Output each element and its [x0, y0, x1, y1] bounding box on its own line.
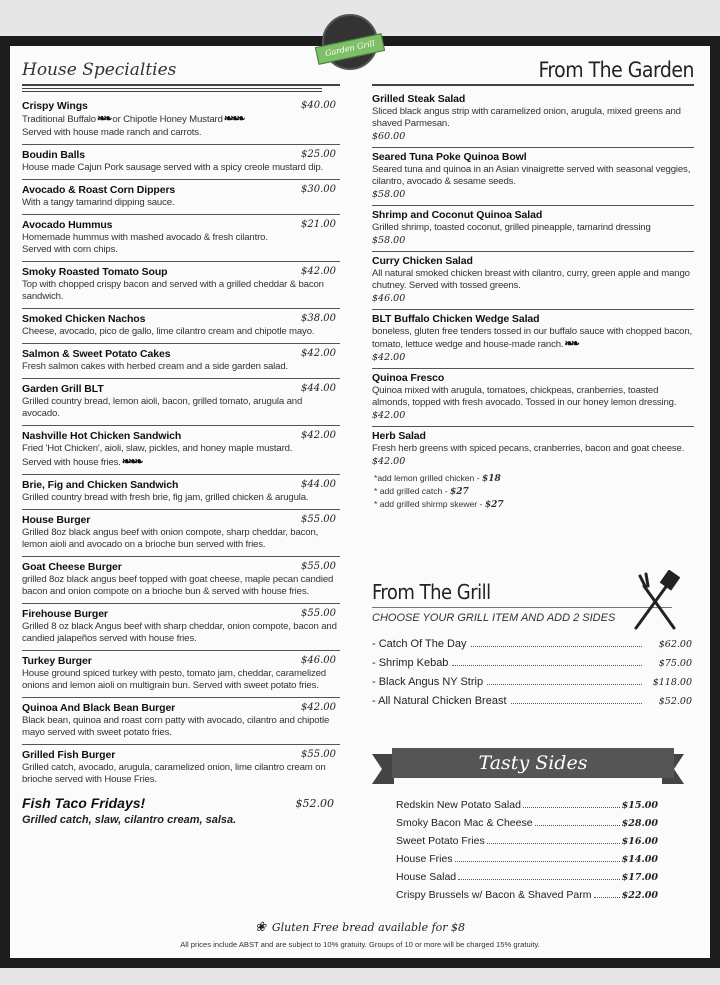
desc-text: Homemade hummus with mashed avocado & fresh cilantro. Served with corn chips. [22, 232, 268, 255]
item-name: BLT Buffalo Chicken Wedge Salad [372, 313, 540, 325]
side-item-price: $22.00 [621, 890, 658, 901]
side-item-price: $15.00 [621, 800, 658, 811]
item-name: Crispy Wings [22, 100, 88, 112]
addon-price: $27 [449, 487, 469, 497]
title-double-rule [22, 88, 322, 92]
menu-footer [0, 920, 720, 949]
dot-leader [452, 665, 642, 666]
side-item-label: Smoky Bacon Mac & Cheese [396, 817, 533, 829]
specialty-item [22, 698, 340, 745]
item-name: Quinoa Fresco [372, 372, 445, 384]
garden-list [372, 90, 694, 472]
item-name: Grilled Steak Salad [372, 93, 466, 105]
item-name: Firehouse Burger [22, 608, 108, 620]
desc-text: Grilled country bread, lemon aioli, bacon, grilled tomato, arugula and avocado. [22, 396, 303, 419]
specialty-item [22, 651, 340, 698]
specialty-item [22, 745, 340, 791]
item-description-2 [22, 456, 340, 469]
item-name: Avocado & Roast Corn Dippers [22, 184, 176, 196]
dot-leader [458, 879, 620, 880]
side-item [396, 871, 658, 889]
from-the-garden-title: From The Garden [538, 58, 694, 82]
desc-text: Grilled 8oz black angus beef with onion compote, sharp cheddar, bacon, lemon aioli and avocado on a brioche bun served with fries. [22, 527, 319, 550]
garden-item [372, 90, 694, 148]
dot-leader [455, 861, 620, 862]
desc-text: Quinoa mixed with arugula, tomatoes, chickpeas, cranberries, toasted almonds, topped with fresh avocado. Tossed in our honey lemon dressing. [372, 385, 677, 408]
desc-text: Black bean, quinoa and roast corn patty with avocado, cilantro and chipotle mayo served with sweet potato fries. [22, 715, 330, 738]
desc-text: Fried 'Hot Chicken', aioli, slaw, pickles, and honey maple mustard. [22, 443, 293, 454]
desc-text: Grilled country bread with fresh brie, fig jam, grilled chicken & arugula. [22, 492, 309, 503]
house-specialties-section [22, 58, 340, 826]
pepper-icon: ❧❧❧ [223, 113, 243, 125]
fish-taco-desc: Grilled catch, slaw, cilantro cream, salsa. [22, 814, 237, 826]
item-price: $42.00 [372, 352, 406, 363]
garden-item [372, 206, 694, 252]
item-price: $44.00 [301, 479, 336, 490]
item-name: Brie, Fig and Chicken Sandwich [22, 479, 179, 491]
specialty-item [22, 379, 340, 426]
item-description [372, 106, 694, 130]
desc-text: Grilled catch, avocado, arugula, caramelized onion, lime cilantro cream on brioche served with House Fries. [22, 762, 326, 785]
specialty-item [22, 145, 340, 180]
from-the-grill-section [372, 580, 692, 714]
desc-part: Traditional Buffalo [22, 114, 96, 125]
item-price: $58.00 [372, 235, 406, 246]
item-description [372, 268, 694, 292]
item-description [372, 222, 694, 234]
item-price: $55.00 [301, 749, 336, 760]
dot-leader [471, 646, 642, 647]
specialty-item [22, 510, 340, 557]
desc-text: Seared tuna and quinoa in an Asian vinaigrette served with seasonal veggies, cilantro, avocado & sesame seeds. [372, 164, 691, 187]
title-rule [22, 84, 340, 86]
desc-text: boneless, gluten free tenders tossed in our buffalo sauce with chopped bacon, tomato, lettuce wedge and house-made ranch. [372, 326, 693, 350]
item-description [22, 621, 340, 645]
item-description [22, 574, 340, 598]
banner-tail-left [372, 754, 394, 784]
item-description [22, 668, 340, 692]
item-description [22, 326, 340, 338]
specialty-item [22, 475, 340, 510]
grill-item-price: $118.00 [652, 677, 692, 688]
item-price: $38.00 [301, 313, 336, 324]
grill-item-price: $52.00 [658, 696, 692, 707]
item-price: $46.00 [372, 293, 406, 304]
gluten-free-text: Gluten Free bread available for $8 [271, 921, 466, 934]
addon-label: * add grilled catch - [374, 486, 448, 496]
desc-text: Served with house made ranch and carrots. [22, 127, 202, 138]
dot-leader [523, 807, 620, 808]
desc-text: Grilled 8 oz black Angus beef with sharp cheddar, onion compote, bacon and candied jalapeños served with house fries. [22, 621, 337, 644]
grill-tools-icon [630, 570, 680, 630]
item-description [372, 443, 694, 455]
item-price: $46.00 [301, 655, 336, 666]
specialty-item [22, 215, 340, 262]
item-description [22, 492, 340, 504]
addon-line [372, 472, 694, 485]
grill-item-price: $75.00 [658, 658, 692, 669]
item-description [22, 279, 340, 303]
gratuity-fine-print: All prices include ABST and are subject to 10% gratuity. Groups of 10 or more will be charged 15% gratuity. [180, 940, 540, 949]
side-item-label: House Fries [396, 853, 453, 865]
dot-leader [511, 703, 643, 704]
dot-leader [487, 843, 620, 844]
from-the-garden-section [372, 58, 694, 511]
side-item-label: Crispy Brussels w/ Bacon & Shaved Parm [396, 889, 592, 901]
desc-text: With a tangy tamarind dipping sauce. [22, 197, 175, 208]
garden-item [372, 148, 694, 206]
item-description [372, 385, 694, 409]
item-price: $42.00 [301, 266, 336, 277]
side-item-price: $17.00 [621, 872, 658, 883]
item-name: Garden Grill BLT [22, 383, 104, 395]
item-name: Smoked Chicken Nachos [22, 313, 146, 325]
side-item-label: House Salad [396, 871, 457, 883]
addon-line [372, 498, 694, 511]
specialty-item [22, 604, 340, 651]
addon-price: $18 [481, 474, 501, 484]
desc-text: Fresh herb greens with spiced pecans, cranberries, bacon and goat cheese. [372, 443, 685, 454]
item-description [22, 197, 340, 209]
grill-item-label: - All Natural Chicken Breast [372, 695, 507, 707]
item-description [22, 762, 340, 786]
side-item-price: $28.00 [621, 818, 658, 829]
garden-item [372, 252, 694, 310]
desc-text: Sliced black angus strip with caramelized onion, arugula, mixed greens and shaved Parmesan. [372, 106, 681, 129]
addon-line [372, 485, 694, 498]
grill-item-label: - Catch Of The Day [372, 638, 467, 650]
from-the-grill-subtitle: CHOOSE YOUR GRILL ITEM AND ADD 2 SIDES [372, 607, 672, 624]
grill-items-list [372, 638, 692, 714]
fish-taco-price: $52.00 [295, 797, 334, 810]
item-name: Herb Salad [372, 430, 426, 442]
side-item [396, 889, 658, 907]
sides-list [396, 799, 658, 907]
specialty-item [22, 180, 340, 215]
side-item-price: $16.00 [621, 836, 658, 847]
dot-leader [594, 897, 620, 898]
item-price: $25.00 [301, 149, 336, 160]
item-name: House Burger [22, 514, 91, 526]
item-description [22, 361, 340, 373]
specialty-item [22, 426, 340, 475]
item-name: Smoky Roasted Tomato Soup [22, 266, 168, 278]
specialty-item [22, 344, 340, 379]
item-description [22, 527, 340, 551]
house-specialties-title: House Specialties [22, 60, 177, 80]
item-price: $55.00 [301, 561, 336, 572]
item-description [22, 162, 340, 174]
garden-item [372, 427, 694, 472]
fish-taco-fridays [22, 795, 340, 826]
item-price: $42.00 [301, 430, 336, 441]
side-item [396, 799, 658, 817]
specialties-list [22, 96, 340, 791]
grill-item [372, 676, 692, 695]
grill-item [372, 657, 692, 676]
specialty-item [22, 309, 340, 344]
pepper-icon: ❧❧❧ [121, 456, 141, 468]
dot-leader [487, 684, 642, 685]
desc-text: All natural smoked chicken breast with cilantro, curry, green apple and mango chutney. Served with tossed greens. [372, 268, 690, 291]
wheat-icon: ❀ [254, 920, 266, 935]
item-description [372, 326, 694, 351]
item-name: Shrimp and Coconut Quinoa Salad [372, 209, 543, 221]
item-price: $42.00 [301, 702, 336, 713]
specialty-item [22, 262, 340, 309]
garden-title-rule [372, 84, 694, 86]
item-description [22, 113, 340, 126]
item-price: $60.00 [372, 131, 406, 142]
item-price: $40.00 [301, 100, 336, 111]
item-description [22, 232, 340, 256]
fish-taco-name: Fish Taco Fridays! [22, 795, 146, 811]
desc-part: or Chipotle Honey Mustard [112, 114, 223, 125]
desc-text: House ground spiced turkey with pesto, tomato jam, cheddar, caramelized onions and lemon aioli on multigrain bun. Served with sweet potato fries. [22, 668, 326, 691]
tasty-sides-banner [372, 748, 684, 784]
item-price: $42.00 [372, 410, 406, 421]
grill-item-label: - Shrimp Kebab [372, 657, 449, 669]
grill-item-price: $62.00 [658, 639, 692, 650]
desc-text: House made Cajun Pork sausage served with a spicy creole mustard dip. [22, 162, 324, 173]
item-name: Seared Tuna Poke Quinoa Bowl [372, 151, 527, 163]
item-price: $42.00 [301, 348, 336, 359]
side-item [396, 835, 658, 853]
desc-text: Served with house fries. [22, 457, 121, 468]
addon-price: $27 [484, 500, 504, 510]
item-name: Goat Cheese Burger [22, 561, 122, 573]
gluten-free-note [0, 920, 720, 935]
pepper-icon: ❧❧ [564, 338, 577, 350]
item-price: $44.00 [301, 383, 336, 394]
item-description [372, 164, 694, 188]
side-item-price: $14.00 [621, 854, 658, 865]
garden-grill-logo-ribbon: Garden Grill [315, 33, 385, 65]
item-name: Nashville Hot Chicken Sandwich [22, 430, 182, 442]
item-description [22, 715, 340, 739]
desc-text: Cheese, avocado, pico de gallo, lime cilantro cream and chipotle mayo. [22, 326, 315, 337]
grill-item-label: - Black Angus NY Strip [372, 676, 484, 688]
herb-salad-addons [372, 472, 694, 511]
item-description-2 [22, 127, 340, 139]
side-item-label: Redskin New Potato Salad [396, 799, 521, 811]
garden-item [372, 369, 694, 427]
item-price: $42.00 [372, 456, 406, 467]
garden-item [372, 310, 694, 369]
item-name: Boudin Balls [22, 149, 85, 161]
item-name: Salmon & Sweet Potato Cakes [22, 348, 171, 360]
desc-text: grilled 8oz black angus beef topped with goat cheese, maple pecan candied bacon and onion compote on a brioche bun & served with house fries. [22, 574, 334, 597]
item-description [22, 443, 340, 455]
item-name: Avocado Hummus [22, 219, 113, 231]
item-name: Quinoa And Black Bean Burger [22, 702, 176, 714]
tasty-sides-title: Tasty Sides [392, 748, 674, 778]
desc-text: Grilled shrimp, toasted coconut, grilled pineapple, tamarind dressing [372, 222, 651, 233]
specialty-item [22, 96, 340, 145]
dot-leader [535, 825, 620, 826]
grill-item [372, 638, 692, 657]
specialty-item [22, 557, 340, 604]
addon-label: * add grilled shirmp skewer - [374, 499, 483, 509]
addon-label: *add lemon grilled chicken - [374, 473, 480, 483]
item-name: Grilled Fish Burger [22, 749, 116, 761]
side-item [396, 853, 658, 871]
item-price: $55.00 [301, 608, 336, 619]
from-the-grill-title: From The Grill [372, 580, 491, 604]
desc-text: Top with chopped crispy bacon and served with a grilled cheddar & bacon sandwich. [22, 279, 324, 302]
item-name: Turkey Burger [22, 655, 92, 667]
pepper-icon: ❧❧ [96, 113, 110, 125]
item-price: $55.00 [301, 514, 336, 525]
item-price: $58.00 [372, 189, 406, 200]
item-price: $21.00 [301, 219, 336, 230]
side-item-label: Sweet Potato Fries [396, 835, 485, 847]
side-item [396, 817, 658, 835]
item-name: Curry Chicken Salad [372, 255, 473, 267]
grill-item [372, 695, 692, 714]
item-description [22, 396, 340, 420]
item-price: $30.00 [301, 184, 336, 195]
desc-text: Fresh salmon cakes with herbed cream and a side garden salad. [22, 361, 289, 372]
